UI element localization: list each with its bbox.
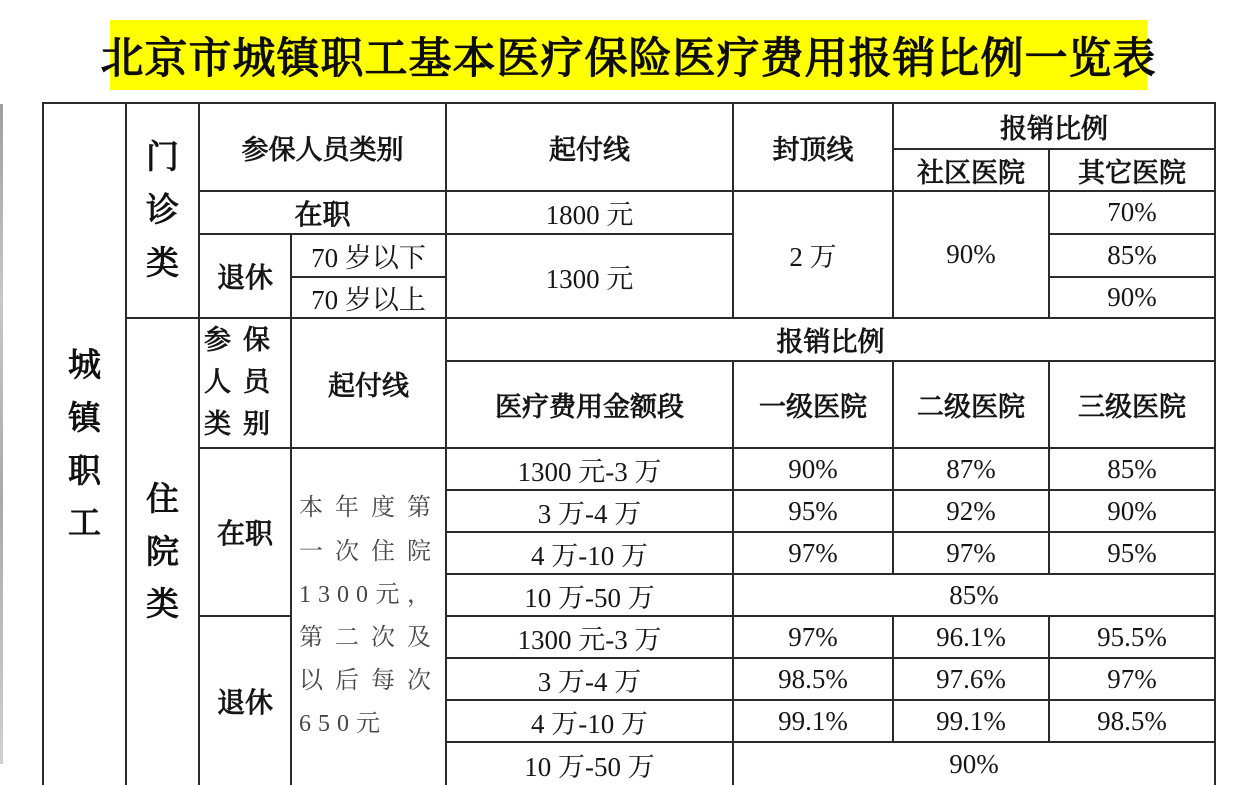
active-band-1-tier1: 90%: [733, 448, 893, 490]
retired-band-1: 1300 元-3 万: [446, 616, 733, 658]
outpatient-cap-value: 2 万: [733, 191, 893, 318]
active-band-3-tier3: 95%: [1049, 532, 1215, 574]
outpatient-category-header: 参保人员类别: [199, 103, 446, 191]
outpatient-active-deductible: 1800 元: [446, 191, 733, 234]
inpatient-retired-label: 退休: [199, 616, 291, 785]
outpatient-retired-under70-other-rate: 85%: [1049, 234, 1215, 277]
retired-band-3-tier2: 99.1%: [893, 700, 1049, 742]
tier3-hospital-header: 三级医院: [1049, 361, 1215, 448]
active-band-2-tier3: 90%: [1049, 490, 1215, 532]
retired-band-2-tier1: 98.5%: [733, 658, 893, 700]
group-rail-label: 城镇职工: [68, 345, 101, 542]
inpatient-category-header: [199, 318, 291, 448]
inpatient-deductible-note: 本年度第一次住院1300元，第二次及以后每次650元: [299, 495, 438, 738]
outpatient-section-cell: [126, 103, 199, 318]
outpatient-retired-under70-label: 70 岁以下: [291, 234, 446, 277]
retired-band-2-tier2: 97.6%: [893, 658, 1049, 700]
active-band-1-tier3: 85%: [1049, 448, 1215, 490]
active-band-1-tier2: 87%: [893, 448, 1049, 490]
tier2-hospital-header: 二级医院: [893, 361, 1049, 448]
outpatient-section-label: 门诊类: [146, 138, 179, 281]
outpatient-ratio-header: 报销比例: [893, 103, 1215, 149]
retired-band-1-tier1: 97%: [733, 616, 893, 658]
other-hospital-header: 其它医院: [1049, 149, 1215, 191]
expense-band-header: 医疗费用金额段: [446, 361, 733, 448]
outpatient-community-rate: 90%: [893, 191, 1049, 318]
active-band-1: 1300 元-3 万: [446, 448, 733, 490]
retired-band-3-tier3: 98.5%: [1049, 700, 1215, 742]
inpatient-category-header-label: 参保人员类别: [204, 325, 282, 439]
retired-band-1-tier2: 96.1%: [893, 616, 1049, 658]
inpatient-section-label: 住院类: [146, 479, 179, 623]
retired-band-3-tier1: 99.1%: [733, 700, 893, 742]
active-band-2: 3 万-4 万: [446, 490, 733, 532]
active-band-4: 10 万-50 万: [446, 574, 733, 616]
outpatient-retired-deductible: 1300 元: [446, 234, 733, 318]
tier1-hospital-header: 一级医院: [733, 361, 893, 448]
active-band-4-rate: 85%: [733, 574, 1215, 616]
group-rail-cell: [43, 103, 126, 785]
page-title: 北京市城镇职工基本医疗保险医疗费用报销比例一览表: [110, 20, 1147, 90]
outpatient-active-other-rate: 70%: [1049, 191, 1215, 234]
inpatient-deductible-note-cell: [291, 448, 446, 785]
outpatient-retired-label: 退休: [199, 234, 291, 318]
community-hospital-header: 社区医院: [893, 149, 1049, 191]
inpatient-deductible-header: 起付线: [291, 318, 446, 448]
active-band-2-tier1: 95%: [733, 490, 893, 532]
retired-band-1-tier3: 95.5%: [1049, 616, 1215, 658]
retired-band-2-tier3: 97%: [1049, 658, 1215, 700]
inpatient-active-label: 在职: [199, 448, 291, 616]
insurance-table: [42, 102, 1216, 785]
active-band-3-tier2: 97%: [893, 532, 1049, 574]
outpatient-cap-header: 封顶线: [733, 103, 893, 191]
outpatient-retired-over70-other-rate: 90%: [1049, 277, 1215, 318]
retired-band-2: 3 万-4 万: [446, 658, 733, 700]
active-band-2-tier2: 92%: [893, 490, 1049, 532]
outpatient-active-label: 在职: [199, 191, 446, 234]
inpatient-section-cell: [126, 318, 199, 785]
active-band-3: 4 万-10 万: [446, 532, 733, 574]
retired-band-4-rate: 90%: [733, 742, 1215, 785]
outpatient-retired-over70-label: 70 岁以上: [291, 277, 446, 318]
active-band-3-tier1: 97%: [733, 532, 893, 574]
scan-edge-artifact: [0, 104, 3, 764]
retired-band-3: 4 万-10 万: [446, 700, 733, 742]
inpatient-ratio-header: 报销比例: [446, 318, 1215, 361]
retired-band-4: 10 万-50 万: [446, 742, 733, 785]
outpatient-deductible-header: 起付线: [446, 103, 733, 191]
